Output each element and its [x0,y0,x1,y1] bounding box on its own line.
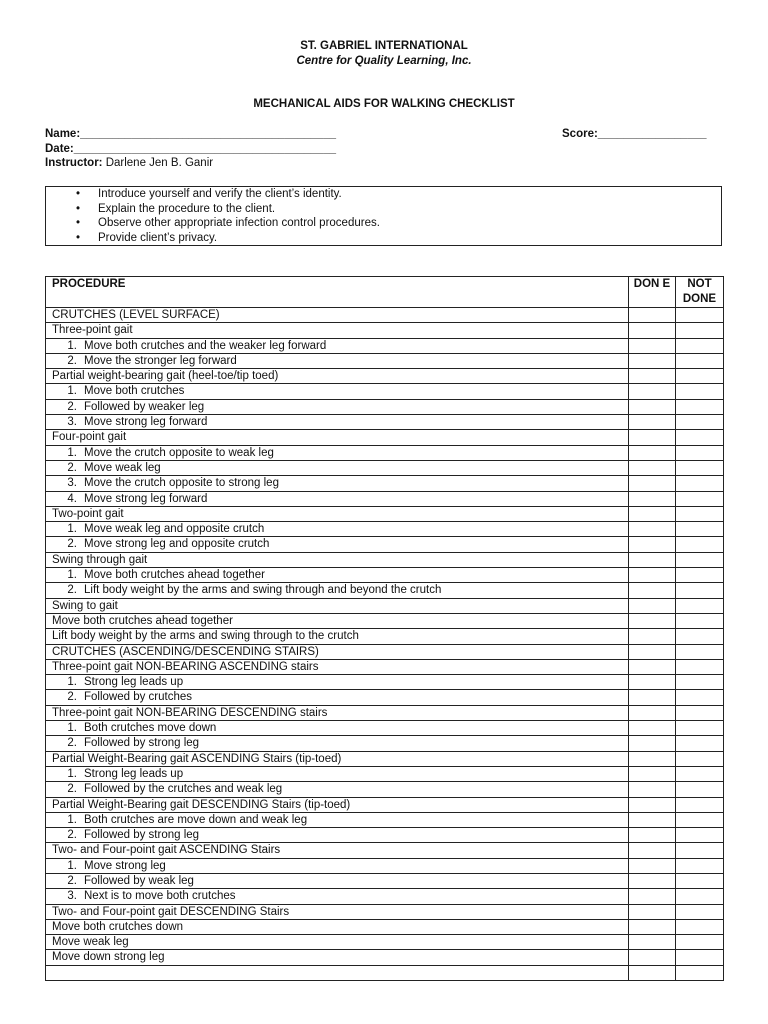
bullet-icon: • [76,202,81,215]
table-row [46,721,724,736]
step-text: Followed by crutches [84,691,193,704]
step-number: 1. [67,523,77,536]
step-number: 1. [67,385,77,398]
procedure-cell [46,919,629,934]
section-heading: Two-point gait [52,507,124,520]
procedure-cell [46,721,629,736]
step-number: 1. [67,859,77,872]
table-row [46,858,724,873]
procedure-cell [46,904,629,919]
procedure-cell [46,552,629,567]
not-done-checkbox-cell[interactable] [676,675,724,690]
done-checkbox-cell[interactable] [629,491,676,506]
procedure-cell [46,583,629,598]
table-row [46,797,724,812]
step-text: Move strong leg [84,859,166,872]
table-row [46,873,724,888]
table-row [46,491,724,506]
step-number: 2. [67,461,77,474]
done-checkbox-cell[interactable] [629,384,676,399]
done-header: DON E [629,277,676,308]
done-checkbox-cell[interactable] [629,935,676,950]
procedure-cell [46,843,629,858]
done-checkbox-cell[interactable] [629,858,676,873]
step-text: Followed by the crutches and weak leg [84,783,283,796]
step-number: 1. [67,569,77,582]
not-done-checkbox-cell[interactable] [676,430,724,445]
table-row [46,919,724,934]
procedure-cell [46,568,629,583]
step-number: 2. [67,400,77,413]
step-number: 2. [67,874,77,887]
not-done-checkbox-cell[interactable] [676,460,724,475]
table-row [46,644,724,659]
step-number: 1. [67,339,77,352]
done-checkbox-cell[interactable] [629,323,676,338]
not-done-checkbox-cell[interactable] [676,950,724,965]
bullet-icon: • [76,231,81,244]
not-done-checkbox-cell[interactable] [676,384,724,399]
step-text: Both crutches move down [84,722,217,735]
done-checkbox-cell[interactable] [629,828,676,843]
done-checkbox-cell[interactable] [629,644,676,659]
step-text: Lift body weight by the arms and swing through to the crutch [52,630,359,643]
score-field[interactable]: Score:_________________ [562,128,707,140]
bullet-icon: • [76,217,81,230]
table-row [46,659,724,674]
step-text: Move the stronger leg forward [84,354,237,367]
done-checkbox-cell[interactable] [629,965,676,980]
not-done-checkbox-cell[interactable] [676,812,724,827]
done-checkbox-cell[interactable] [629,904,676,919]
table-row [46,751,724,766]
done-checkbox-cell[interactable] [629,782,676,797]
procedure-cell [46,736,629,751]
done-checkbox-cell[interactable] [629,369,676,384]
not-done-checkbox-cell[interactable] [676,598,724,613]
procedure-cell [46,415,629,430]
procedure-cell [46,598,629,613]
table-row [46,415,724,430]
table-row [46,399,724,414]
table-row [46,705,724,720]
procedure-cell [46,751,629,766]
step-number: 2. [67,783,77,796]
table-row [46,950,724,965]
table-row [46,323,724,338]
procedure-cell [46,506,629,521]
done-checkbox-cell[interactable] [629,552,676,567]
procedure-cell [46,690,629,705]
step-number: 2. [67,538,77,551]
table-row [46,384,724,399]
step-text: Move the crutch opposite to strong leg [84,477,279,490]
step-text: Move both crutches and the weaker leg forward [84,339,327,352]
procedure-table [45,276,724,981]
not-done-checkbox-cell[interactable] [676,506,724,521]
not-done-checkbox-cell[interactable] [676,399,724,414]
intro-item [46,216,721,231]
not-done-checkbox-cell[interactable] [676,491,724,506]
done-checkbox-cell[interactable] [629,766,676,781]
not-done-checkbox-cell[interactable] [676,338,724,353]
procedure-cell [46,399,629,414]
intro-item [46,231,721,246]
step-text: Strong leg leads up [84,767,184,780]
not-done-checkbox-cell[interactable] [676,721,724,736]
table-row [46,613,724,628]
table-row [46,308,724,323]
step-number: 3. [67,890,77,903]
not-done-checkbox-cell[interactable] [676,705,724,720]
section-heading: Two- and Four-point gait DESCENDING Stairs [52,905,290,918]
step-text: Move both crutches down [52,920,184,933]
procedure-cell [46,522,629,537]
done-checkbox-cell[interactable] [629,873,676,888]
procedure-cell [46,950,629,965]
step-number: 3. [67,477,77,490]
table-row [46,460,724,475]
section-heading: Partial Weight-Bearing gait ASCENDING Stairs (tip-toed) [52,752,342,765]
procedure-cell [46,323,629,338]
step-text: Both crutches are move down and weak leg [84,813,308,826]
not-done-checkbox-cell[interactable] [676,415,724,430]
not-done-checkbox-cell[interactable] [676,613,724,628]
not-done-checkbox-cell[interactable] [676,919,724,934]
procedure-cell [46,858,629,873]
procedure-cell [46,812,629,827]
procedure-cell [46,369,629,384]
intro-item-text: Provide client’s privacy. [98,231,218,244]
not-done-checkbox-cell[interactable] [676,552,724,567]
instructor-field [45,157,213,169]
step-number: 1. [67,676,77,689]
procedure-cell [46,782,629,797]
done-checkbox-cell[interactable] [629,843,676,858]
table-row [46,506,724,521]
bullet-icon: • [76,188,81,200]
table-row [46,537,724,552]
not-done-checkbox-cell[interactable] [676,323,724,338]
not-done-checkbox-cell[interactable] [676,843,724,858]
procedure-cell [46,338,629,353]
done-checkbox-cell[interactable] [629,598,676,613]
step-text: Followed by weaker leg [84,400,205,413]
intro-item [46,187,721,202]
step-text: Followed by strong leg [84,737,200,750]
procedure-cell [46,629,629,644]
table-row [46,568,724,583]
not-done-checkbox-cell[interactable] [676,751,724,766]
procedure-cell [46,613,629,628]
procedure-cell [46,537,629,552]
not-done-checkbox-cell[interactable] [676,690,724,705]
not-done-checkbox-cell[interactable] [676,659,724,674]
done-checkbox-cell[interactable] [629,659,676,674]
done-checkbox-cell[interactable] [629,812,676,827]
procedure-cell [46,659,629,674]
done-checkbox-cell[interactable] [629,353,676,368]
done-checkbox-cell[interactable] [629,919,676,934]
not-done-checkbox-cell[interactable] [676,369,724,384]
section-heading: Swing to gait [52,599,118,612]
step-number: 2. [67,737,77,750]
table-row [46,766,724,781]
table-row [46,828,724,843]
done-checkbox-cell[interactable] [629,415,676,430]
step-number: 4. [67,492,77,505]
done-checkbox-cell[interactable] [629,460,676,475]
table-row [46,889,724,904]
step-text: Move strong leg and opposite crutch [84,538,270,551]
done-checkbox-cell[interactable] [629,568,676,583]
intro-item [46,202,721,217]
done-checkbox-cell[interactable] [629,690,676,705]
intro-item-text: Explain the procedure to the client. [98,202,276,215]
step-text: Move weak leg [52,936,129,949]
not-done-checkbox-cell[interactable] [676,782,724,797]
step-number: 2. [67,584,77,597]
procedure-cell [46,476,629,491]
not-done-checkbox-cell[interactable] [676,858,724,873]
instructor-label: Instructor: [45,157,103,169]
intro-box [45,186,722,246]
step-text: Move both crutches [84,385,185,398]
organization-name: ST. GABRIEL INTERNATIONAL [300,40,468,52]
done-checkbox-cell[interactable] [629,506,676,521]
step-text: Followed by strong leg [84,829,200,842]
table-row [46,843,724,858]
step-text: Move the crutch opposite to weak leg [84,446,274,459]
procedure-cell [46,460,629,475]
not-done-checkbox-cell[interactable] [676,629,724,644]
not-done-checkbox-cell[interactable] [676,644,724,659]
section-heading: Partial weight-bearing gait (heel-toe/tip toed) [52,370,279,383]
step-number: 1. [67,446,77,459]
step-text: Move both crutches ahead together [84,569,265,582]
done-checkbox-cell[interactable] [629,675,676,690]
done-checkbox-cell[interactable] [629,797,676,812]
table-row [46,675,724,690]
section-heading: CRUTCHES (ASCENDING/DESCENDING STAIRS) [52,645,319,658]
done-checkbox-cell[interactable] [629,583,676,598]
intro-item-text: Observe other appropriate infection control procedures. [98,217,380,230]
procedure-cell [46,445,629,460]
not-done-checkbox-cell[interactable] [676,797,724,812]
step-text: Followed by weak leg [84,874,194,887]
table-row [46,782,724,797]
step-number: 2. [67,829,77,842]
step-number: 1. [67,813,77,826]
not-done-checkbox-cell[interactable] [676,889,724,904]
not-done-checkbox-cell[interactable] [676,828,724,843]
done-checkbox-cell[interactable] [629,721,676,736]
table-header-row [46,277,724,308]
table-row [46,445,724,460]
table-row [46,353,724,368]
not-done-checkbox-cell[interactable] [676,537,724,552]
not-done-checkbox-cell[interactable] [676,935,724,950]
not-done-checkbox-cell[interactable] [676,766,724,781]
section-heading: Three-point gait [52,324,133,337]
done-checkbox-cell[interactable] [629,950,676,965]
done-checkbox-cell[interactable] [629,522,676,537]
table-row [46,904,724,919]
table-row [46,690,724,705]
table-row [46,965,724,980]
not-done-checkbox-cell[interactable] [676,568,724,583]
table-row [46,598,724,613]
table-row [46,522,724,537]
section-heading: Swing through gait [52,553,148,566]
procedure-cell [46,644,629,659]
step-text: Lift body weight by the arms and swing through and beyond the crutch [84,584,442,597]
table-row [46,338,724,353]
not-done-checkbox-cell[interactable] [676,965,724,980]
step-text: Move weak leg and opposite crutch [84,523,265,536]
not-done-checkbox-cell[interactable] [676,353,724,368]
step-number: 1. [67,767,77,780]
name-field[interactable]: Name:________________________________________ [45,128,336,140]
intro-item-text: Introduce yourself and verify the client’s identity. [98,188,342,200]
done-checkbox-cell[interactable] [629,629,676,644]
checklist-title: MECHANICAL AIDS FOR WALKING CHECKLIST [253,98,515,110]
not-done-checkbox-cell[interactable] [676,736,724,751]
done-checkbox-cell[interactable] [629,751,676,766]
procedure-table-body [46,308,724,981]
instructor-value: Darlene Jen B. Ganir [102,157,214,169]
table-row [46,552,724,567]
procedure-cell [46,675,629,690]
step-text: Move both crutches ahead together [52,614,233,627]
not-done-checkbox-cell[interactable] [676,308,724,323]
procedure-cell [46,491,629,506]
date-field[interactable]: Date:_________________________________________ [45,143,336,155]
done-checkbox-cell[interactable] [629,476,676,491]
not-done-checkbox-cell[interactable] [676,583,724,598]
table-row [46,476,724,491]
done-checkbox-cell[interactable] [629,338,676,353]
section-heading: CRUTCHES (LEVEL SURFACE) [52,309,220,321]
step-text: Strong leg leads up [84,676,184,689]
done-checkbox-cell[interactable] [629,613,676,628]
table-row [46,629,724,644]
not-done-checkbox-cell[interactable] [676,476,724,491]
step-number: 2. [67,354,77,367]
procedure-cell [46,766,629,781]
table-row [46,736,724,751]
step-text: Move down strong leg [52,951,165,964]
procedure-header: PROCEDURE [46,277,629,308]
step-number: 1. [67,722,77,735]
not-done-checkbox-cell[interactable] [676,873,724,888]
table-row [46,430,724,445]
procedure-cell [46,965,629,980]
procedure-cell [46,308,629,323]
section-heading: Four-point gait [52,431,127,444]
section-heading: Three-point gait NON-BEARING DESCENDING stairs [52,706,328,719]
procedure-cell [46,797,629,812]
procedure-cell [46,889,629,904]
section-heading: Partial Weight-Bearing gait DESCENDING Stairs (tip-toed) [52,798,351,811]
step-text: Move strong leg forward [84,416,208,429]
done-checkbox-cell[interactable] [629,399,676,414]
procedure-cell [46,430,629,445]
not-done-checkbox-cell[interactable] [676,904,724,919]
not-done-checkbox-cell[interactable] [676,445,724,460]
table-row [46,935,724,950]
procedure-cell [46,873,629,888]
table-row [46,583,724,598]
organization-subtitle: Centre for Quality Learning, Inc. [296,55,472,67]
done-checkbox-cell[interactable] [629,889,676,904]
table-row [46,812,724,827]
procedure-cell [46,384,629,399]
table-row [46,369,724,384]
procedure-cell [46,353,629,368]
section-heading: Three-point gait NON-BEARING ASCENDING stairs [52,660,319,673]
done-checkbox-cell[interactable] [629,430,676,445]
step-number: 2. [67,691,77,704]
step-text: Move weak leg [84,461,161,474]
step-text: Move strong leg forward [84,492,208,505]
procedure-cell [46,828,629,843]
not-done-header: NOT DONE [676,277,724,308]
procedure-cell [46,705,629,720]
done-checkbox-cell[interactable] [629,308,676,323]
not-done-checkbox-cell[interactable] [676,522,724,537]
step-number: 3. [67,416,77,429]
intro-list [46,187,721,245]
section-heading: Two- and Four-point gait ASCENDING Stairs [52,844,281,857]
done-checkbox-cell[interactable] [629,736,676,751]
procedure-cell [46,935,629,950]
step-text: Next is to move both crutches [84,890,236,903]
done-checkbox-cell[interactable] [629,705,676,720]
done-checkbox-cell[interactable] [629,445,676,460]
done-checkbox-cell[interactable] [629,537,676,552]
